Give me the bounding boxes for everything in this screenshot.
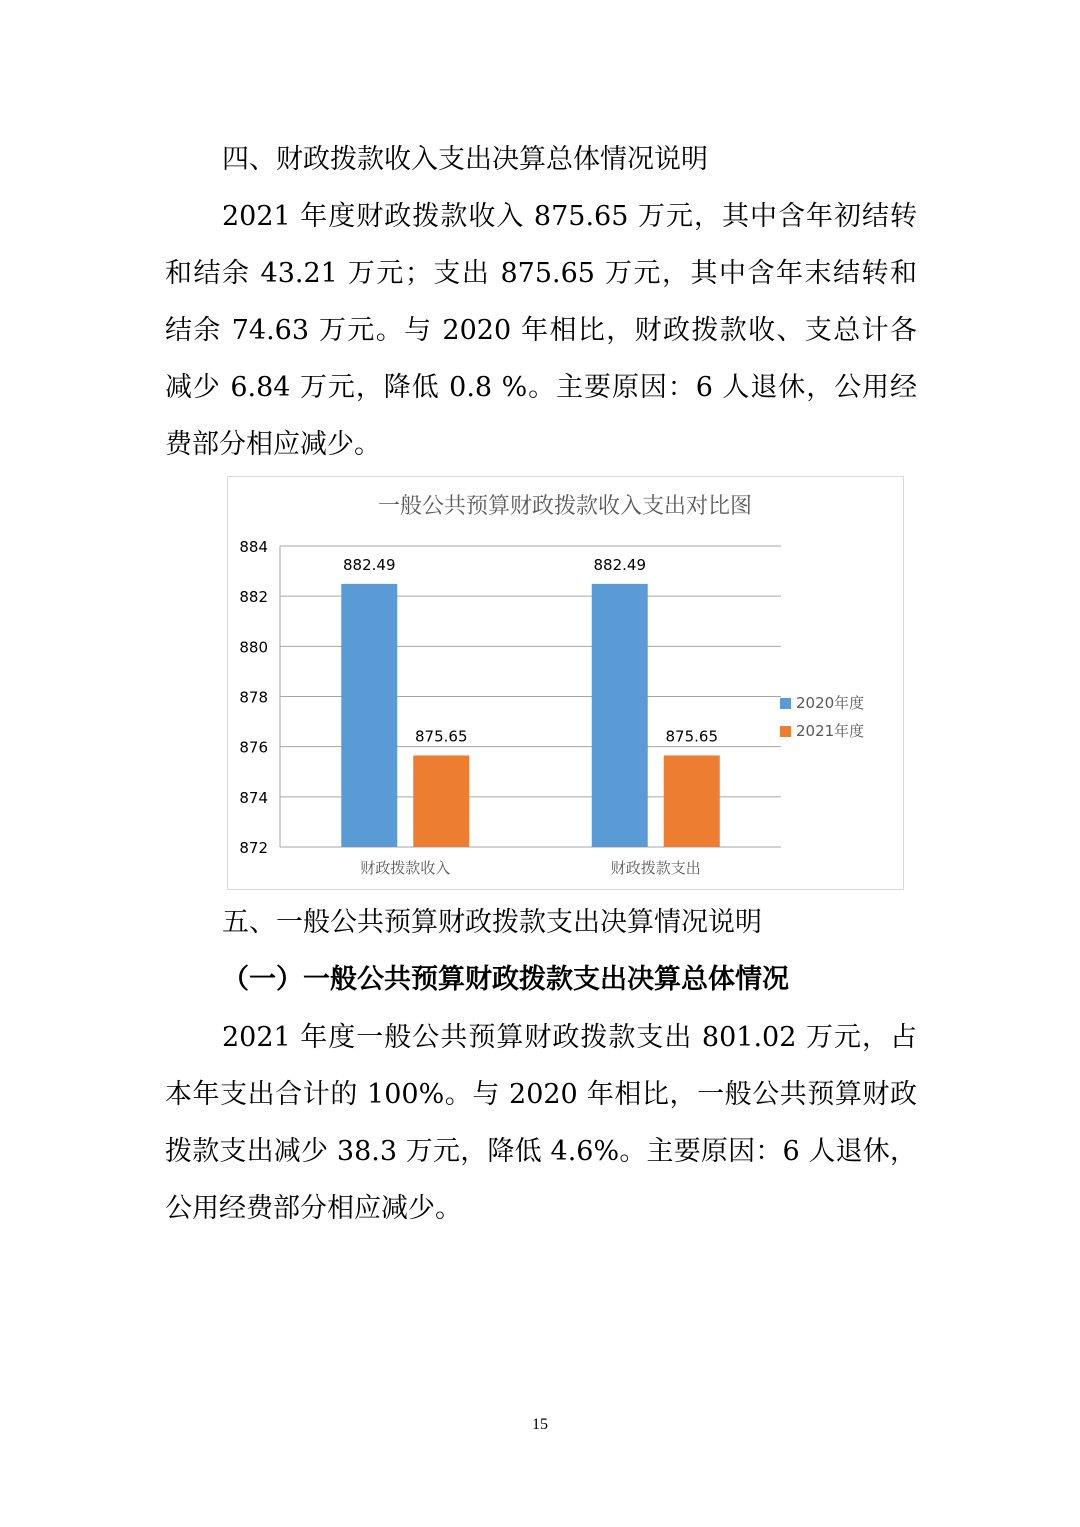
y-tick-label: 876	[239, 738, 268, 757]
y-tick-label: 874	[239, 788, 268, 807]
y-tick-label: 878	[239, 688, 268, 707]
x-tick-label: 财政拨款收入	[360, 859, 451, 877]
chart-canvas	[228, 477, 903, 889]
paragraph-line: 2021 年度一般公共预算财政拨款支出 801.02 万元，占	[222, 1022, 917, 1053]
y-tick-label: 882	[239, 588, 268, 607]
page-number: 15	[532, 1416, 548, 1433]
bar-series2	[664, 755, 720, 847]
data-label: 875.65	[415, 727, 468, 746]
bar-series1	[592, 584, 648, 847]
data-label: 875.65	[665, 727, 718, 746]
bar-series1	[341, 584, 397, 847]
section5-heading: 五、一般公共预算财政拨款支出决算情况说明	[222, 907, 762, 938]
bar-chart	[227, 476, 904, 890]
paragraph-line: 拨款支出减少 38.3 万元，降低 4.6%。主要原因：6 人退休，	[165, 1136, 917, 1167]
paragraph-line: 公用经费部分相应减少。	[165, 1193, 462, 1224]
data-label: 882.49	[593, 555, 646, 574]
legend-label: 2020年度	[796, 694, 865, 712]
y-tick-label: 880	[239, 638, 268, 657]
section5-subheading: （一）一般公共预算财政拨款支出决算总体情况	[222, 964, 789, 995]
legend-swatch	[780, 726, 791, 737]
y-tick-label: 884	[239, 538, 268, 556]
section4-heading: 四、财政拨款收入支出决算总体情况说明	[222, 144, 708, 175]
bar-series2	[413, 755, 469, 847]
data-label: 882.49	[343, 555, 396, 574]
paragraph-line: 费部分相应减少。	[165, 429, 381, 460]
paragraph-line: 和结余 43.21 万元；支出 875.65 万元，其中含年末结转和	[165, 258, 917, 289]
paragraph-line: 本年支出合计的 100%。与 2020 年相比，一般公共预算财政	[165, 1079, 917, 1110]
y-tick-label: 872	[239, 839, 268, 857]
legend-swatch	[780, 698, 791, 709]
legend-label: 2021年度	[796, 722, 865, 740]
paragraph-line: 2021 年度财政拨款收入 875.65 万元，其中含年初结转	[222, 201, 917, 232]
x-tick-label: 财政拨款支出	[610, 859, 701, 877]
paragraph-line: 结余 74.63 万元。与 2020 年相比，财政拨款收、支总计各	[165, 315, 917, 346]
chart-title: 一般公共预算财政拨款收入支出对比图	[377, 494, 753, 519]
paragraph-line: 减少 6.84 万元，降低 0.8 %。主要原因：6 人退休，公用经	[165, 372, 917, 403]
